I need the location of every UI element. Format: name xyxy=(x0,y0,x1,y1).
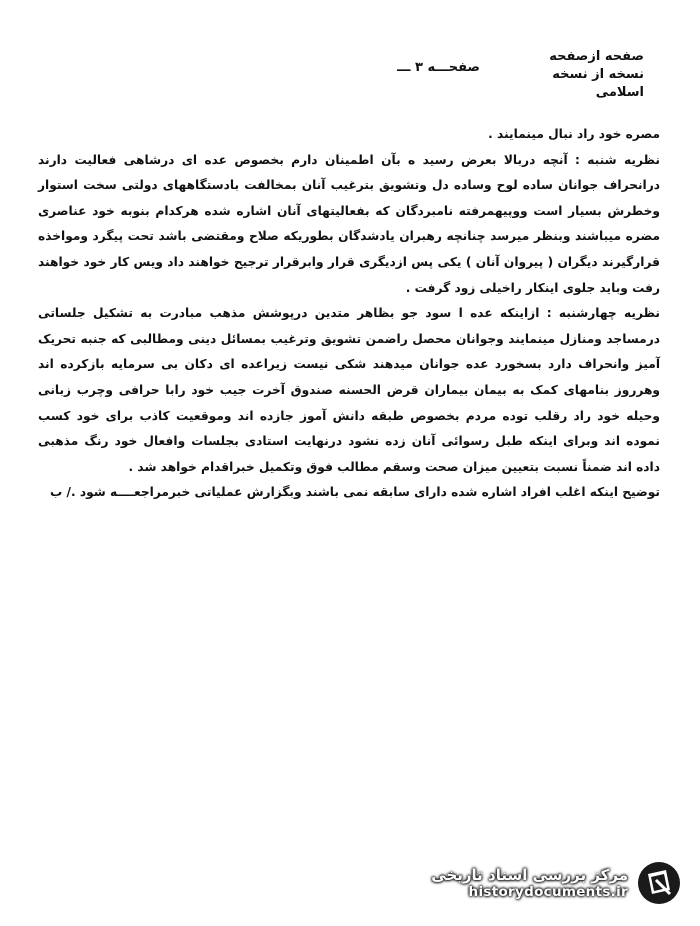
watermark-url: historydocuments.ir xyxy=(468,884,628,900)
archive-logo-icon xyxy=(636,860,682,906)
watermark-title: مرکز بررسی اسناد تاریخی xyxy=(431,866,628,884)
header-page-of: صفحه ازصفحه xyxy=(549,49,644,64)
page-marker: صفحـــه ۳ ـــ xyxy=(397,60,480,75)
header-block xyxy=(524,48,644,102)
paragraph-saturday-opinion: نظریه شنبه : آنچه دربالا بعرض رسید ه بآن اطمینان دارم بخصوص عده ای درشاهی فعالیت دارند درانحراف جوانان ساده لوح وساده دل وتشویق بترغیب آنان بمخالفت بادستگاههای دولتی سخت استوار وخطرش بسیار است ووپیهمرفته نامبردگان که بفعالیتهای آنان اشاره شده هرکدام بنوبه خود عناصری مضره میباشند وبنظر میرسد چنانچه رهبران یادشدگان بطوریکه صلاح ومقتضی باشد تحت پیگرد ومواخذه قرارگیرند دیگران ( پیروان آنان ) یکی پس ازدیگری قرار وابرقرار ترجیح خواهند داد ویس کار خود خواهند رفت وباید جلوی اینکار راخیلی زود گرفت . xyxy=(38,152,660,295)
watermark xyxy=(431,860,682,906)
header-copy-of: نسخه از نسخه xyxy=(552,67,644,82)
paragraph-note: توضیح اینکه اغلب افراد اشاره شده دارای سابقه نمی باشند وبگزارش عملیاتی خبرمراجعــــه شود ./ ب xyxy=(50,485,660,500)
report-body xyxy=(38,122,660,506)
paragraph-intro: مصره خود راد نبال مینمایند . xyxy=(488,127,660,141)
header-islamic: اسلامی xyxy=(595,85,644,100)
paragraph-wednesday-opinion: نظریه چهارشنبه : ازاینکه عده ا سود جو بظاهر متدین درپوشش مذهب مبادرت به تشکیل جلساتی درمساجد ومنازل مینمایند وجوانان محصل راضمن تشویق وترغیب بمسائل دینی ومطالبی که جنبه تحریک آمیز وانحراف دارد بسخورد عده جوانان میدهند شکی نیست زیراعده ای دکان بی سرمایه بازکرده اند وهرروز بنامهای کمک به بیمان بیماران قرض الحسنه صندوق آخرت جیب خود رابا حرافی وچرب زبانی وحیله خود راد رقلب توده مردم بخصوص طبقه دانش آموز جازده اند وموقعیت کاذب برای خود کسب نموده اند وبرای اینکه طبل رسوائی آنان زده نشود درنهایت استادی بجلسات وافعال خود رنگ مذهبی داده اند ضمناً نسبت بتعیین میزان صحت وسقم مطالب فوق وتکمیل خبراقدام خواهد شد . xyxy=(38,306,660,474)
